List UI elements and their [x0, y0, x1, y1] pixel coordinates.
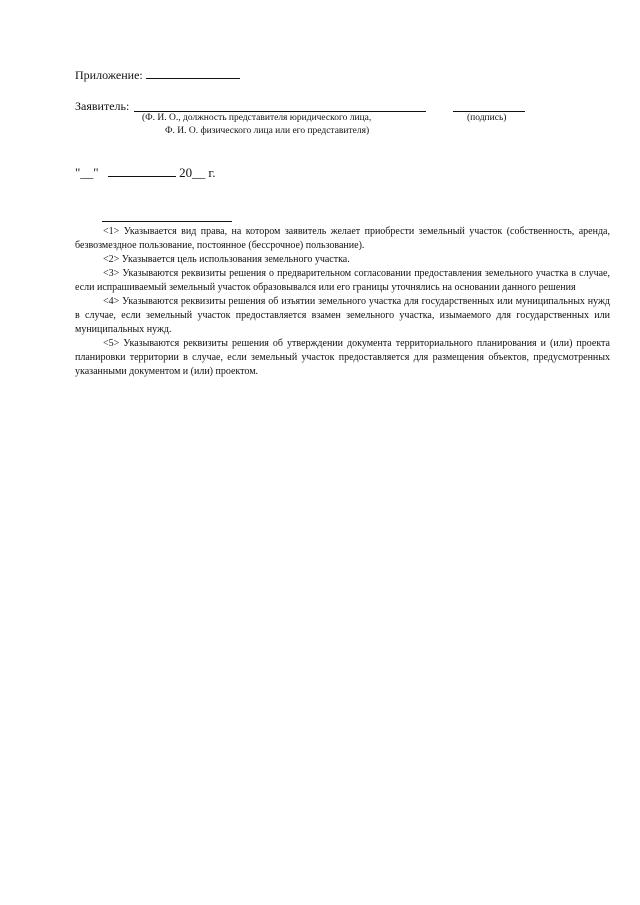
applicant-caption-line2: Ф. И. О. физического лица или его представителя)	[165, 126, 370, 136]
applicant-blank-line	[134, 111, 426, 112]
attachment-label: Приложение:	[75, 68, 143, 82]
footnotes	[75, 225, 610, 379]
applicant-label: Заявитель:	[75, 99, 130, 113]
attachment-blank-line	[146, 68, 240, 79]
footnote-1: <1> Указывается вид права, на котором заявитель желает приобрести земельный участок (собственность, аренда, безвозмездное пользование, постоянное (бессрочное) пользование).	[75, 226, 610, 251]
footnote-5: <5> Указываются реквизиты решения об утверждении документа территориального планирования и (или) проекта планировки территории в случае, если земельный участок предоставляется для размещения объектов, предусмотренных указанными документом и (или) проектом.	[75, 338, 610, 377]
date-quote: "__"	[75, 165, 99, 180]
date-year-prefix: 20	[179, 165, 193, 180]
footnote-3: <3> Указываются реквизиты решения о предварительном согласовании предоставления земельного участка в случае, если испрашиваемый земельный участок образовывался или его границы уточнялись на основании данного решения	[75, 268, 610, 293]
footnote-separator	[102, 221, 232, 222]
signature-blank-line	[453, 111, 525, 112]
signature-caption: (подпись)	[467, 113, 507, 123]
date-row	[75, 165, 216, 181]
applicant-caption-line1: (Ф. И. О., должность представителя юридического лица,	[142, 113, 372, 123]
date-year-suffix: __ г.	[192, 165, 216, 180]
applicant-row	[75, 99, 129, 114]
footnote-2: <2> Указывается цель использования земельного участка.	[103, 254, 350, 265]
footnote-4: <4> Указываются реквизиты решения об изъятии земельного участка для государственных или муниципальных нужд в случае, если земельный участок предоставляется взамен земельного участка, изымаемого для государственных или муниципальных нужд.	[75, 296, 610, 335]
date-month-blank	[108, 166, 176, 177]
attachment-row	[75, 68, 240, 83]
